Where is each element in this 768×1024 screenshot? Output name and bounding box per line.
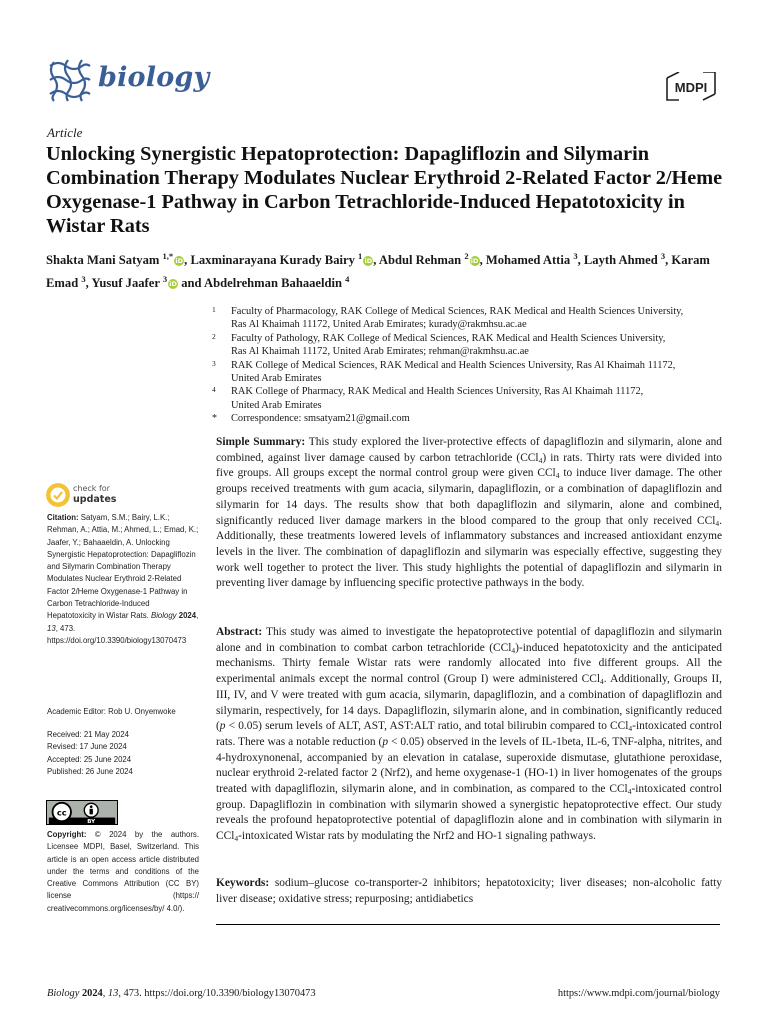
affiliation-line: Ras Al Khaimah 11172, United Arab Emirates; rehman@rakmhsu.ac.ae <box>231 346 529 358</box>
svg-text:cc: cc <box>56 807 67 818</box>
simple-summary: Simple Summary: This study explored the liver-protective effects of dapagliflozin and silymarin, alone and combined, against liver damage caused by carbon tetrachloride (CCl$_4$) in rats. Thirty rats were divided into five groups. All groups except the normal control group were given CCl$_4$ to induce liver damage. The other groups received treatments with gum acacia, silymarin, dapagliflozin, or a combination of dapagliflozin and silymarin for 14 days. The results show that both dapagliflozin and silymarin, alone and combined, significantly reduced liver damage markers in the blood compared to the group that only received CCl$_4$. Additionally, these treatments lowered levels of inflammatory substances and increased antioxidant enzyme levels in the liver. The combination of dapagliflozin and silymarin was especially effective, suggesting they work well together to protect the liver. This study highlights the potential of dapagliflozin and silymarin in preventing liver damage by influencing specific protective pathways in the body. <box>216 436 722 590</box>
author-affiliation-mark: 4 <box>345 274 350 285</box>
citation-block: Citation: Satyam, S.M.; Bairy, L.K.; Rehman, A.; Attia, M.; Ahmed, L.; Emad, K.; Jaafer, Y.; Bahaaeldin, A. Unlocking Synergistic Hepatoprotection: Dapagliflozin and Silymarin Combination Therapy Modulates Nuclear Erythroid 2-Related Factor 2/Heme Oxygenase-1 Pathway in Carbon Tetrachloride-Induced Hepatotoxicity in Wistar Rats. Biology 2024, 13, 473. https://doi.org/10.3390/biology13070473 <box>47 513 199 645</box>
check-updates-icon <box>46 483 70 507</box>
affiliation-item <box>210 385 720 412</box>
publication-dates <box>47 729 199 778</box>
affiliation-line: RAK College of Medical Sciences, RAK Medical and Health Sciences University, Ras Al Khaimah 11172, <box>231 359 676 371</box>
keywords-label: Keywords: <box>216 877 270 889</box>
citation-journal: Biology <box>151 611 177 621</box>
author-name[interactable]: Abdelrehman Bahaaeldin <box>204 276 343 291</box>
author-name[interactable]: Mohamed Attia <box>485 253 571 268</box>
keywords <box>216 876 722 907</box>
orcid-icon[interactable]: iD <box>169 280 177 289</box>
cc-by-label: BY <box>87 819 96 825</box>
affiliation-number: 2 <box>212 331 216 341</box>
footer-doi[interactable]: , 473. https://doi.org/10.3390/biology13070473 <box>118 988 316 999</box>
date-accepted: Accepted: 25 June 2024 <box>47 754 132 764</box>
date-revised: Revised: 17 June 2024 <box>47 742 127 752</box>
orcid-icon[interactable]: iD <box>364 257 373 266</box>
check-updates-line2: updates <box>73 494 117 505</box>
simple-summary-label: Simple Summary: <box>216 436 306 448</box>
author-affiliation-mark: 3 <box>81 274 86 285</box>
author-name[interactable]: Layth Ahmed <box>583 253 658 268</box>
affiliation-number: 3 <box>212 358 216 368</box>
author-affiliation-mark: 3 <box>660 251 666 261</box>
affiliation-number: 4 <box>212 385 216 395</box>
journal-logo-icon <box>46 58 92 102</box>
affiliation-item <box>210 332 720 359</box>
date-received: Received: 21 May 2024 <box>47 730 129 739</box>
author-affiliation-mark: 1,* <box>162 251 174 261</box>
affiliation-line: RAK College of Pharmacy, RAK Medical and Health Sciences University, Ras Al Khaimah 11172, <box>231 386 644 398</box>
article-type: Article <box>47 125 83 140</box>
footer-journal-url[interactable]: https://www.mdpi.com/journal/biology <box>557 988 720 999</box>
citation-year: 2024 <box>178 611 197 621</box>
divider <box>216 924 720 925</box>
date-published: Published: 26 June 2024 <box>47 766 133 776</box>
footer-citation: Biology 2024, 13, 473. https://doi.org/10.3390/biology13070473 <box>47 988 316 999</box>
affiliation-number: 1 <box>212 305 216 314</box>
check-updates-line1: check for <box>73 484 110 493</box>
publisher-name: MDPI <box>674 80 708 95</box>
mdpi-logo-icon <box>665 72 717 102</box>
citation-volume: 13 <box>47 623 56 633</box>
author-affiliation-mark: 1 <box>358 251 363 261</box>
orcid-icon[interactable]: iD <box>470 257 479 266</box>
author-name[interactable]: Yusuf Jaafer <box>91 276 160 291</box>
citation-text: Satyam, S.M.; Bairy, L.K.; Rehman, A.; Attia, M.; Ahmed, L.; Emad, K.; Jaafer, Y.; Bahaaeldin, A. Unlocking Synergistic Hepatoprotection: Dapagliflozin and Silymarin Combination Therapy Modulates Nuclear Erythroid 2-Related Factor 2/Heme Oxygenase-1 Pathway in Carbon Tetrachloride-Induced Hepatotoxicity in Wistar Rats. <box>47 513 199 621</box>
copyright-block <box>47 829 199 915</box>
check-for-updates-badge[interactable] <box>46 483 156 511</box>
affiliation-item <box>210 305 720 332</box>
citation-label: Citation: <box>47 513 79 522</box>
keywords-text: sodium–glucose co-transporter-2 inhibitors; hepatotoxicity; liver diseases; non-alcoholic fatty liver disease; oxidative stress; repurposing; antidiabetics <box>216 877 722 905</box>
author-name[interactable]: Abdul Rehman <box>378 253 462 268</box>
copyright-text: © 2024 by the authors. Licensee MDPI, Basel, Switzerland. This article is an open access article distributed under the terms and conditions of the Creative Commons Attribution (CC BY) license (https:// creativecommons.org/licenses/by/ 4.0/). <box>47 830 199 913</box>
affiliation-line: United Arab Emirates <box>231 373 322 385</box>
academic-editor: Academic Editor: Rob U. Onyenwoke <box>47 707 176 716</box>
author-affiliation-mark: 2 <box>464 251 469 261</box>
author-name[interactable]: Shakta Mani Satyam <box>46 253 160 268</box>
abstract-label: Abstract: <box>216 626 263 638</box>
journal-name: biology <box>98 62 210 93</box>
author-name[interactable]: Laxminarayana Kurady Bairy <box>190 253 355 268</box>
author-affiliation-mark: 3 <box>573 251 578 261</box>
citation-doi[interactable]: , 473. https://doi.org/10.3390/biology13070473 <box>47 623 187 645</box>
author-name[interactable]: Karam Emad <box>46 253 710 291</box>
orcid-icon[interactable]: iD <box>175 257 183 266</box>
affiliation-item <box>210 412 720 425</box>
copyright-label: Copyright: <box>47 830 87 839</box>
affiliation-line: Faculty of Pharmacology, RAK College of Medical Sciences, RAK Medical and Health Sciences University, <box>231 306 684 317</box>
affiliation-line: Ras Al Khaimah 11172, United Arab Emirates; kurady@rakmhsu.ac.ae <box>231 319 527 331</box>
affiliations <box>210 305 720 426</box>
abstract: Abstract: This study was aimed to investigate the hepatoprotective potential of dapagliflozin and silymarin alone and in combination to combat carbon tetrachloride (CCl$_4$)-induced hepatotoxicity and the anticipated mechanisms. Thirty female Wistar rats were randomly allocated into five different groups. All the experimental animals except the normal control (Group I) were administered CCl$_4$. Additionally, Groups II, III, IV, and V were treated with gum acacia, silymarin, dapagliflozin, and a combination of dapagliflozin and silymarin, respectively, for 14 days. Dapagliflozin, silymarin alone, and in combination, significantly reduced (p < 0.05) serum levels of ALT, AST, AST:ALT ratio, and total bilirubin compared to CCl$_4$-intoxicated control rats. There was a notable reduction (p < 0.05) observed in the levels of IL-1beta, IL-6, TNF-alpha, nitrites, and 4-hydroxynonenal, accompanied by an elevation in catalase, superoxide dismutase, glutathione peroxidase, nuclear erythroid 2-related factor 2 (Nrf2), and heme oxygenase-1 (HO-1) in liver homogenates of the groups treated with dapagliflozin, silymarin alone, and in combination, as compared to the CCl$_4$-intoxicated control group. Dapagliflozin in combination with silymarin showed a synergistic hepatoprotective effect. Our study reveals the profound hepatoprotective potential of dapagliflozin alone and in combination with silymarin in CCl$_4$-intoxicated Wistar rats by modulating the Nrf2 and HO-1 signaling pathways. <box>216 626 722 844</box>
affiliation-item <box>210 359 720 386</box>
author-affiliation-mark: 3 <box>162 274 168 285</box>
affiliation-line: United Arab Emirates <box>231 399 322 411</box>
article-title: Unlocking Synergistic Hepatoprotection: Dapagliflozin and Silymarin Combination Therapy Modulates Nuclear Erythroid 2-Related Factor 2/Heme Oxygenase-1 Pathway in Carbon Tetrachloride-Induced Hepatotoxicity in Wistar Rats <box>46 143 723 237</box>
affiliation-number: * <box>212 413 217 425</box>
authors-and: and <box>181 276 202 291</box>
author-list: Shakta Mani Satyam $^{1,*}$iD, Laxminarayana Kurady Bairy $^1$iD, Abdul Rehman $^2$iD, Mohamed Attia $^3$, Layth Ahmed $^3$, Karam Emad $^3$, Yusuf Jaafer $^3$iD and Abdelrehman Bahaaeldin $^4$ <box>46 251 710 291</box>
affiliation-line: Faculty of Pathology, RAK College of Medical Sciences, RAK Medical and Health Sciences University, <box>231 332 666 344</box>
affiliation-line: Correspondence: smsatyam21@gmail.com <box>231 413 410 425</box>
cc-by-license-icon[interactable] <box>46 800 118 825</box>
